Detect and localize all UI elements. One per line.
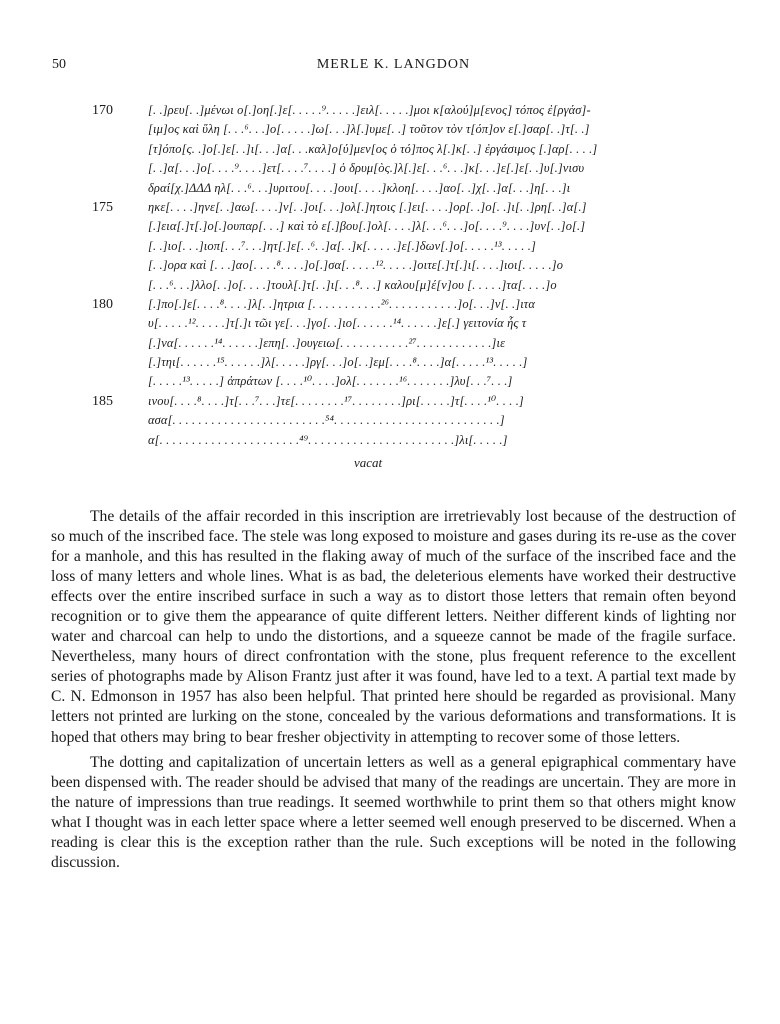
line-number: 185 [92, 393, 113, 409]
inscription-line [92, 295, 652, 314]
inscription-line [92, 140, 652, 159]
line-number: 175 [92, 199, 113, 215]
inscription-line [92, 411, 652, 430]
inscription-line [92, 179, 652, 198]
inscription-line-text: [τ]όπο[ς. .]ο[.]ε[. .]ι[. . .]α[. . .καλ]ο[ύ]μεν[ος ὁ τό]πος λ[.]κ[. .] ἐργάσιμος [.]αρ[. . . .] [148, 141, 598, 156]
page-header [52, 57, 735, 75]
inscription-line-text: α[. . . . . . . . . . . . . . . . . . . . . .⁴⁹. . . . . . . . . . . . . . . . . . . . . . .]λι[. . . . .] [148, 432, 508, 447]
inscription-line-text: [. .]α[. . .]ο[. . . .⁹. . . .]ετ[. . . .⁷. . . .] ὁ δρυμ[ὸς.]λ[.]ε[. . .⁶. . .]κ[. . .]ε[.]ε[. .]υ[.]νισυ [148, 161, 585, 176]
inscription-line [92, 198, 652, 217]
page-number: 50 [52, 57, 66, 72]
inscription-line [92, 120, 652, 139]
inscription-line-text: [.]να[. . . . . .¹⁴. . . . . .]επη[. .]ουγειω[. . . . . . . . . . .²⁷. . . . . . . . . . . .]ιε [148, 335, 506, 350]
paragraph: The details of the affair recorded in this inscription are irretrievably lost because of the destruction of so much of the inscribed face. The stele was long exposed to moisture and gases during its re-use as the cover for a manhole, and this has resulted in the flaking away of much of the surface of the inscribed face and the loss of many letters and whole lines. What is as bad, the deleterious elements have worked their destructive effects over the entire inscribed surface in such a way as to distort those letters that remain often beyond recognition or to give them the appearance of quite different letters. Neither different kinds of lighting nor water and charcoal can help to undo the distortions, and a squeeze cannot be made of the fragile surface. Nevertheless, many hours of direct confrontation with the stone, plus frequent reference to the excellent series of photographs made by Alison Frantz just after it was found, have led to a text. A partial text made by C. N. Edmonson in 1957 has also been helpful. That printed here should be regarded as provisional. Many letters not printed are lurking on the stone, concealed by the various deformations and transformations. It is hoped that others may bring to bear fresher objectivity in attempting to recover some of those letters. [51, 508, 736, 746]
inscription-line [92, 101, 652, 120]
inscription-line-text: [ιμ]ος καὶ ὕλη [. . .⁶. . .]ο[. . . . .]ω[. . .]λ[.]υμε[. .] τοῦτον τὸν τ[όπ]ον ε[.]σαρ[. .]τ[. .] [148, 122, 590, 137]
inscription-line-text: υ[. . . . .¹². . . . .]τ[.]ι τῶι γε[. . .]γο[. .]ιο[. . . . . .¹⁴. . . . . .]ε[.] γειτονία ἧς τ [148, 316, 527, 331]
inscription-line [92, 276, 652, 295]
inscription-line-text: [.]τηι[. . . . . .¹⁵. . . . . .]λ[. . . . .]ργ[. . .]ο[. .]εμ[. . . .⁸. . . .]α[. . . . .¹³. . . . .] [148, 355, 528, 370]
inscription-text [92, 101, 652, 450]
line-number: 180 [92, 296, 113, 312]
running-head: MERLE K. LANGDON [316, 57, 471, 72]
inscription-line-text: ινου[. . . .⁸. . . .]τ[. . .⁷. . .]τε[. . . . . . . .¹⁷. . . . . . . .]ρι[. . . . .]τ[. . . .¹⁰. . . .] [148, 393, 524, 408]
inscription-line-text: [. .]ιο[. . .]ιοπ[. . .⁷. . .]ητ[.]ε[. .⁶. .]α[. .]κ[. . . . .]ε[.]δων[.]ο[. . . . .¹³. . . . .] [148, 238, 536, 253]
inscription-line [92, 159, 652, 178]
inscription-line [92, 237, 652, 256]
inscription-line-text: δραί[χ.]ΔΔΔ ηλ[. . .⁶. . .]υριτου[. . . .]ουι[. . . .]κλοη[. . . .]αο[. .]χ[. .]α[. . .]η[. . .]ι [148, 180, 571, 195]
inscription-line-text: [. . . . .¹³. . . . .] ἀπράτων [. . . .¹⁰. . . .]ολ[. . . . . . .¹⁶. . . . . . .]λυ[. . .⁷. . .] [148, 374, 513, 389]
inscription-line [92, 256, 652, 275]
body-text [51, 507, 736, 878]
inscription-line [92, 372, 652, 391]
inscription-line [92, 217, 652, 236]
inscription-line [92, 431, 652, 450]
inscription-line-text: [.]πο[.]ε[. . . .⁸. . . .]λ[. .]ητρια [. . . . . . . . . . .²⁶. . . . . . . . . . .]ο[. . .]ν[. .]ιτα [148, 296, 536, 311]
inscription-line [92, 314, 652, 333]
inscription-line [92, 353, 652, 372]
inscription-line-text: [.]εια[.]τ[.]ο[.]ουπαρ[. . .] καὶ τὸ ε[.]βου[.]ολ[. . . .]λ[. . .⁶. . .]ο[. . . .⁹. . . .]υν[. .]ο[.] [148, 219, 586, 234]
inscription-line-text: [. .]ρευ[. .]μένωι ο[.]οη[.]ε[. . . . .⁹. . . . .]ειλ[. . . . .]μοι κ[αλού]μ[ενος] τόπος ἐ[ργάσ]- [148, 103, 591, 117]
inscription-line [92, 392, 652, 411]
inscription-line-text: ασα[. . . . . . . . . . . . . . . . . . . . . . . .⁵⁴. . . . . . . . . . . . . . . . . . . . . . . . . .] [148, 413, 505, 428]
vacat-label: vacat [354, 455, 383, 470]
inscription-line [92, 334, 652, 353]
inscription-line-text: [. .]ορα καὶ [. . .]αο[. . . .⁸. . . .]ο[.]σα[. . . . .¹². . . . .]οιτε[.]τ[.]ι[. . . .]ιοι[. . . . .]ο [148, 258, 564, 273]
inscription-line-text: [. . .⁶. . .]λλο[. .]ο[. . . .]τουλ[.]τ[. .]ι[. . .⁸. . .] καλου[μ]έ[ν]ου [. . . . .]τα[. . . .]ο [148, 277, 557, 292]
paragraph: The dotting and capitalization of uncertain letters as well as a general epigraphical commentary have been dispensed with. The reader should be advised that many of the readings are uncertain. They are more in the nature of impressions than true readings. It seemed worthwhile to print them so that others might know what I thought was in each letter space where a letter seemed well enough preserved to be discerned. When a reading is clear this is the exception rather than the rule. Such exceptions will be noted in the following discussion. [51, 753, 736, 871]
inscription-line-text: ηκε[. . . .]ηνε[. .]αω[. . . .]ν[. .]οι[. . .]ολ[.]ητοις [.]ει[. . . .]ορ[. .]ο[. .]ι[. .]ρη[. .]α[.] [148, 199, 587, 214]
line-number: 170 [92, 103, 113, 118]
